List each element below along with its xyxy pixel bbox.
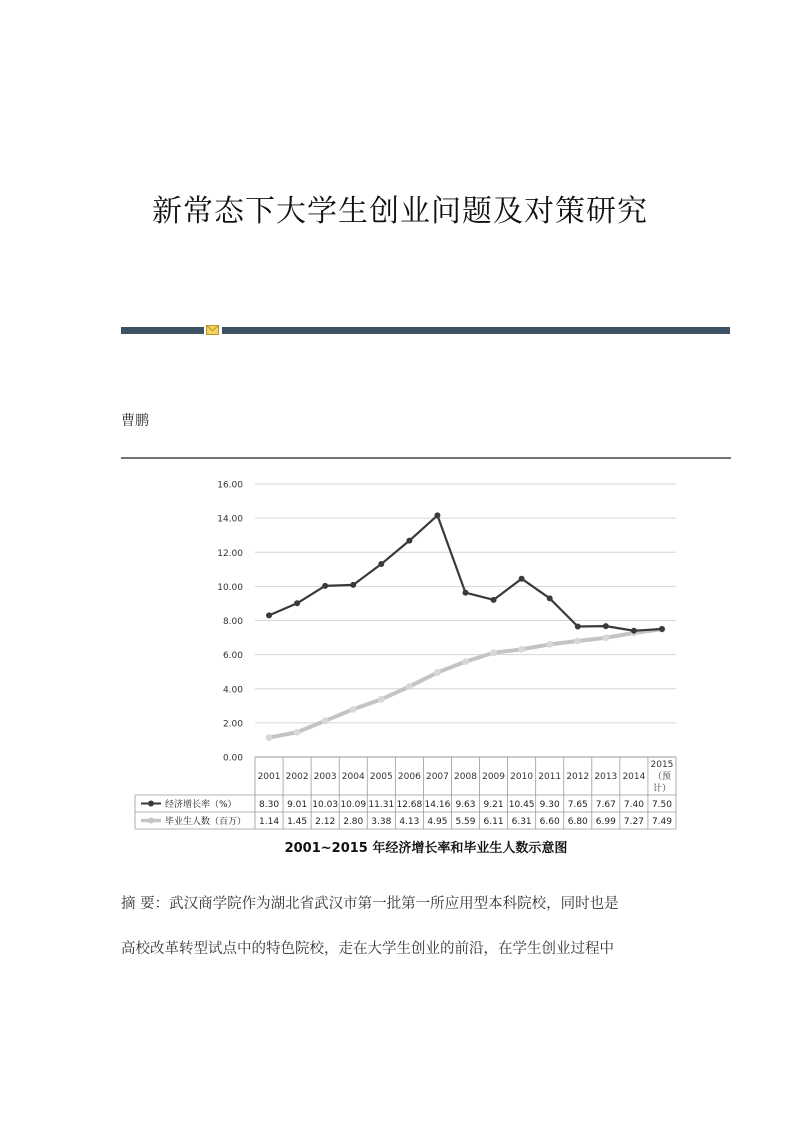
y-tick-label: 12.00 [217,548,243,559]
growth-point [434,512,440,518]
graduates-point [266,734,273,741]
envelope-icon [206,325,219,335]
data-label: 12.68 [396,800,423,810]
category-label: 2009 [482,772,506,782]
data-label: 7.27 [623,817,644,827]
data-label: 5.59 [455,817,476,827]
data-label: 6.60 [539,817,560,827]
legend-label: 毕业生人数（百万） [165,817,247,827]
growth-vs-graduates-chart [121,455,731,865]
category-label: 计） [652,784,671,794]
y-tick-label: 14.00 [217,514,243,525]
growth-point [322,583,328,589]
chart-title: 2001~2015 年经济增长率和毕业生人数示意图 [284,841,568,856]
title-rule-right [222,327,730,334]
category-label: 2015 [650,760,674,770]
data-label: 10.03 [312,800,339,810]
data-label: 4.95 [427,817,448,827]
graduates-point [322,717,329,724]
category-label: 2007 [425,772,449,782]
abstract-line-2: 高校改革转型试点中的特色院校，走在大学生创业的前沿，在学生创业过程中 [121,941,614,957]
data-label: 2.12 [315,817,336,827]
growth-point [350,582,356,588]
growth-point [463,590,469,596]
category-label: 2014 [622,772,646,782]
graduates-point [518,646,525,653]
data-label: 6.31 [511,817,532,827]
growth-point [294,600,300,606]
graduates-point [546,641,553,648]
category-label: 2004 [341,772,365,782]
category-label: 2011 [538,772,562,782]
data-label: 14.16 [424,800,451,810]
growth-point [631,628,637,634]
graduates-point [350,706,357,713]
y-tick-label: 16.00 [217,480,243,491]
data-label: 6.11 [483,817,504,827]
category-label: 2008 [454,772,477,782]
growth-point [406,538,412,544]
y-tick-label: 4.00 [222,685,243,696]
legend-label: 经济增长率（%） [165,800,237,810]
data-label: 3.38 [371,817,392,827]
author-name: 曹鹏 [121,413,149,429]
graduates-point [462,658,469,665]
abstract-line-1: 摘 要：武汉商学院作为湖北省武汉市第一批第一所应用型本科院校，同时也是 [121,896,619,912]
data-label: 7.49 [651,817,672,827]
y-tick-label: 2.00 [222,719,243,730]
y-tick-label: 8.00 [222,617,243,627]
data-label: 9.63 [455,800,476,810]
data-label: 1.14 [259,817,280,827]
graduates-point [378,696,385,703]
data-label: 7.65 [567,800,588,810]
data-label: 4.13 [399,817,420,827]
growth-point [575,623,581,629]
document-title: 新常态下大学生创业问题及对策研究 [152,194,648,229]
data-label: 9.30 [539,800,560,810]
data-label: 9.21 [483,800,504,810]
data-label: 6.80 [567,817,588,827]
growth-point [659,626,665,632]
graduates-point [574,638,581,645]
graduates-point [406,683,413,690]
growth-point [378,561,384,567]
y-tick-label: 6.00 [222,651,243,662]
data-label: 10.45 [508,800,535,810]
data-label: 11.31 [368,800,395,810]
data-label: 7.50 [651,800,672,810]
graduates-point [294,729,301,736]
category-label: 2003 [313,772,337,782]
data-label: 7.40 [623,800,644,810]
graduates-point [490,649,497,656]
y-tick-label: 10.00 [217,582,243,593]
graduates-point [434,669,441,676]
data-label: 10.09 [340,800,367,810]
title-rule-left [121,327,204,334]
legend-marker [148,801,154,807]
category-label: 2012 [566,772,590,782]
data-label: 6.99 [595,817,616,827]
category-label: 2006 [397,772,421,782]
category-label: 2005 [369,772,393,782]
category-label: 2013 [594,772,618,782]
growth-point [491,597,497,603]
category-label: （预 [652,772,671,782]
growth-point [266,612,272,618]
category-label: 2010 [510,772,534,782]
data-label: 8.30 [259,800,280,810]
growth-point [519,576,525,582]
data-label: 1.45 [287,817,308,827]
legend-marker [148,818,154,824]
growth-point [547,595,553,601]
category-label: 2001 [257,772,281,782]
graduates-point [602,634,609,641]
y-tick-label: 0.00 [222,753,243,764]
data-label: 2.80 [343,817,364,827]
growth-point [603,623,609,629]
data-label: 7.67 [595,800,616,810]
data-label: 9.01 [287,800,308,810]
category-label: 2002 [285,772,309,782]
